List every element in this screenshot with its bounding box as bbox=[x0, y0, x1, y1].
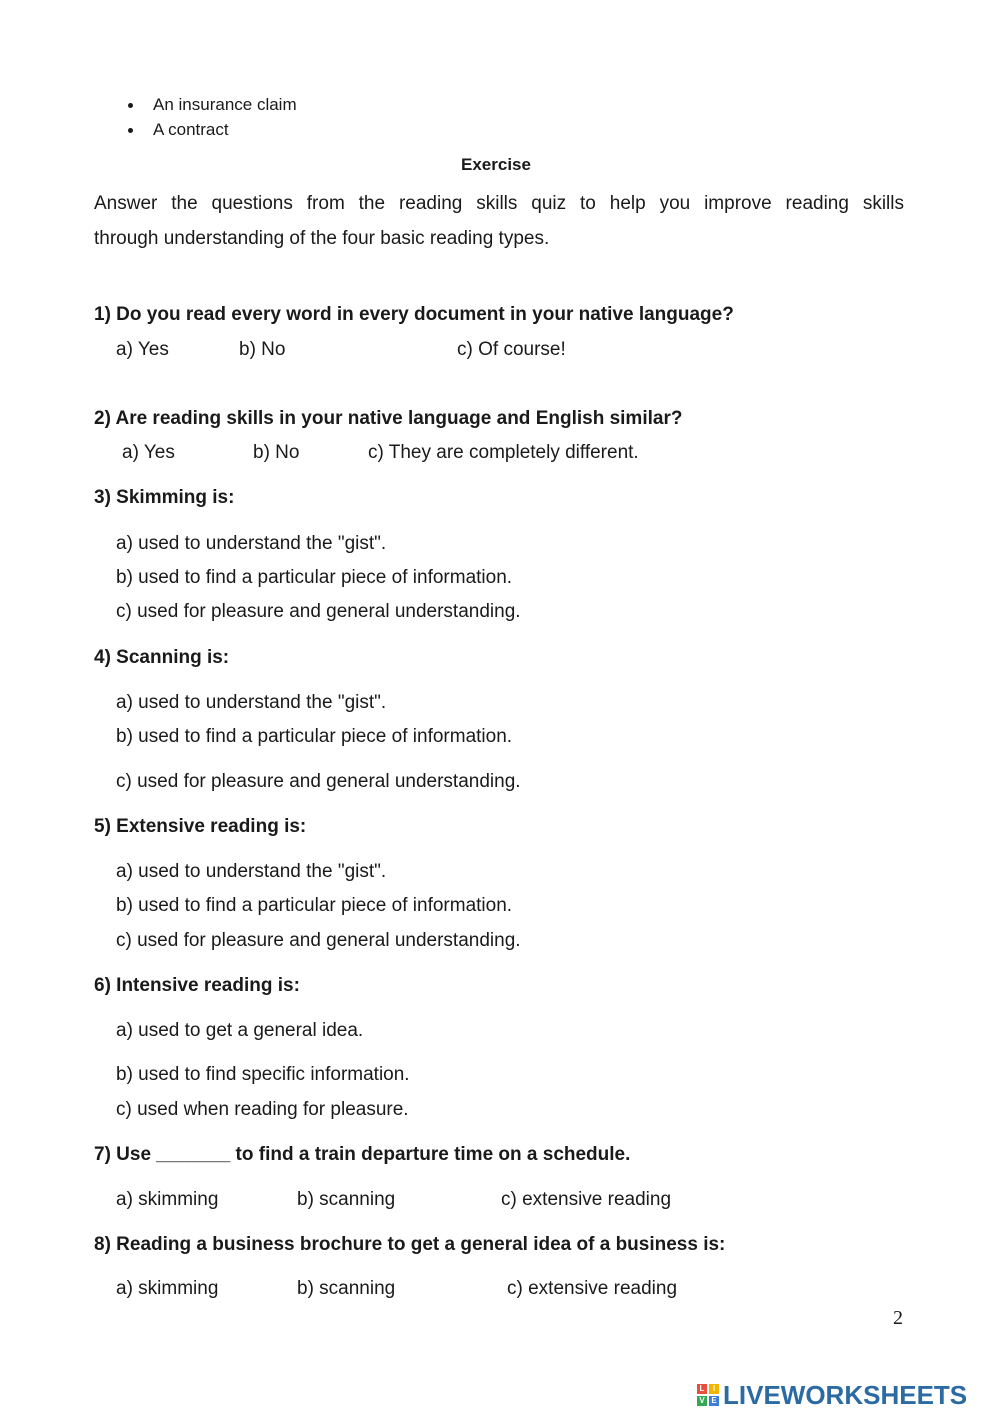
bullet-icon bbox=[128, 128, 133, 133]
liveworksheets-logo bbox=[697, 1379, 967, 1411]
list-item: An insurance claim bbox=[128, 94, 297, 119]
option: b) No bbox=[239, 339, 286, 360]
question-8: 8) Reading a business brochure to get a general idea of a business is: bbox=[94, 1234, 726, 1255]
option: c) They are completely different. bbox=[368, 442, 639, 463]
option: c) used for pleasure and general understanding. bbox=[116, 771, 521, 792]
question-5: 5) Extensive reading is: bbox=[94, 816, 307, 837]
page-number: 2 bbox=[893, 1307, 903, 1329]
list-item: A contract bbox=[128, 119, 297, 144]
bullet-icon bbox=[128, 103, 133, 108]
option: a) Yes bbox=[122, 442, 175, 463]
liveworksheets-logo-icon: L I V E bbox=[697, 1384, 719, 1406]
intro-paragraph bbox=[94, 186, 904, 256]
option: c) Of course! bbox=[457, 339, 566, 360]
option: b) scanning bbox=[297, 1189, 396, 1210]
option: c) extensive reading bbox=[501, 1189, 672, 1210]
option: a) used to understand the "gist". bbox=[116, 861, 387, 882]
option: c) used when reading for pleasure. bbox=[116, 1099, 409, 1120]
question-6: 6) Intensive reading is: bbox=[94, 975, 300, 996]
option: a) skimming bbox=[116, 1278, 219, 1299]
question-3: 3) Skimming is: bbox=[94, 487, 235, 508]
intro-line: Answer the questions from the reading skills quiz to help you improve reading skills bbox=[94, 193, 904, 214]
option: b) No bbox=[253, 442, 300, 463]
option: c) used for pleasure and general understanding. bbox=[116, 930, 521, 951]
option: b) used to find a particular piece of information. bbox=[116, 726, 513, 747]
option: a) used to understand the "gist". bbox=[116, 692, 387, 713]
question-7: 7) Use _______ to find a train departure time on a schedule. bbox=[94, 1144, 631, 1165]
brand-name: LIVEWORKSHEETS bbox=[723, 1380, 968, 1410]
option: b) used to find specific information. bbox=[116, 1064, 410, 1085]
option: b) used to find a particular piece of information. bbox=[116, 567, 513, 588]
option: c) extensive reading bbox=[507, 1278, 678, 1299]
option: b) scanning bbox=[297, 1278, 396, 1299]
option: a) used to understand the "gist". bbox=[116, 533, 387, 554]
option: a) Yes bbox=[116, 339, 169, 360]
option: a) used to get a general idea. bbox=[116, 1020, 364, 1041]
option: b) used to find a particular piece of information. bbox=[116, 895, 513, 916]
exercise-heading: Exercise bbox=[461, 155, 531, 174]
question-4: 4) Scanning is: bbox=[94, 647, 230, 668]
question-2: 2) Are reading skills in your native language and English similar? bbox=[94, 408, 683, 429]
bullet-list bbox=[128, 94, 297, 144]
option: c) used for pleasure and general understanding. bbox=[116, 601, 521, 622]
intro-line: through understanding of the four basic reading types. bbox=[94, 228, 550, 249]
option: a) skimming bbox=[116, 1189, 219, 1210]
question-1: 1) Do you read every word in every document in your native language? bbox=[94, 304, 734, 325]
